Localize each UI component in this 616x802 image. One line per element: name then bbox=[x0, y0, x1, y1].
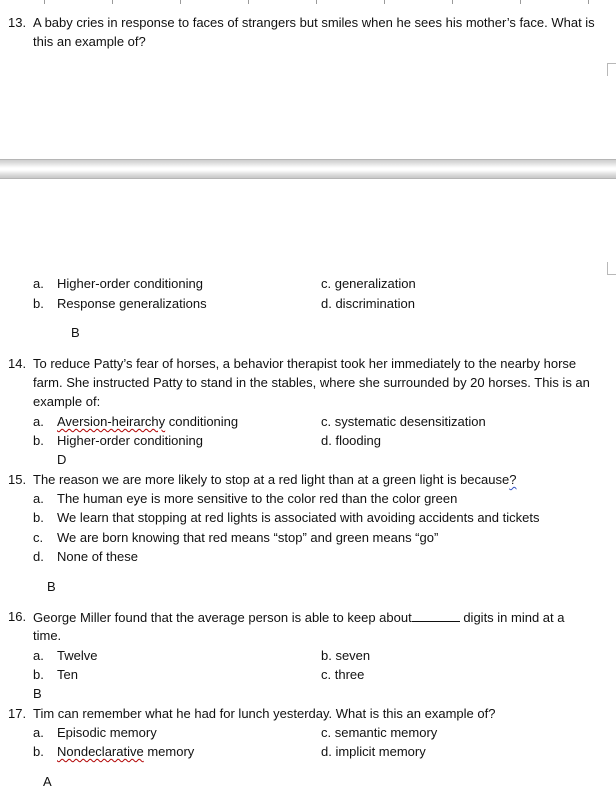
question-number: 14. bbox=[8, 356, 27, 371]
option-a: Episodic memory bbox=[57, 725, 157, 740]
answer: B bbox=[33, 686, 42, 701]
question-text: example of: bbox=[33, 394, 101, 409]
question-number: 13. bbox=[8, 15, 27, 30]
question-text-main: The reason we are more likely to stop at a red light than at a green light is because bbox=[33, 472, 510, 487]
option-b: Response generalizations bbox=[57, 296, 207, 311]
option-c: We are born knowing that red means “stop” and green means “go” bbox=[57, 530, 439, 545]
answer: D bbox=[57, 452, 67, 467]
option-b bbox=[57, 744, 194, 760]
ruler-tick bbox=[44, 0, 45, 4]
spelling-error-word: Nondeclarative bbox=[57, 744, 144, 759]
option-d: d. discrimination bbox=[321, 296, 415, 311]
page-break bbox=[0, 159, 616, 179]
ruler-tick bbox=[384, 0, 385, 4]
ruler-tick bbox=[180, 0, 181, 4]
option-a: Twelve bbox=[57, 648, 98, 663]
option-c: c. semantic memory bbox=[321, 725, 438, 740]
question-text-end: digits in mind at a bbox=[463, 610, 565, 625]
ruler-tick bbox=[452, 0, 453, 4]
option-a-rest: conditioning bbox=[165, 414, 239, 429]
option-d: c. three bbox=[321, 667, 365, 682]
margin-corner-mark bbox=[607, 262, 616, 275]
option-letter: a. bbox=[33, 491, 44, 506]
option-c: c. systematic desensitization bbox=[321, 414, 486, 429]
option-a: Higher-order conditioning bbox=[57, 276, 203, 291]
option-b: Higher-order conditioning bbox=[57, 433, 203, 448]
question-number: 16. bbox=[8, 609, 27, 624]
option-letter: b. bbox=[33, 744, 44, 759]
option-b-rest: memory bbox=[143, 744, 195, 759]
ruler-tick bbox=[316, 0, 317, 4]
option-d: d. flooding bbox=[321, 433, 381, 448]
question-text bbox=[33, 472, 516, 488]
option-b: Ten bbox=[57, 667, 78, 682]
margin-corner-mark bbox=[607, 63, 616, 76]
option-d: None of these bbox=[57, 549, 138, 564]
option-letter: c. bbox=[33, 530, 44, 545]
option-letter: b. bbox=[33, 296, 44, 311]
question-text: To reduce Patty’s fear of horses, a behavior therapist took her immediately to the nearby horse bbox=[33, 356, 577, 371]
option-letter: a. bbox=[33, 725, 44, 740]
option-c: b. seven bbox=[321, 648, 371, 663]
option-letter: d. bbox=[33, 549, 44, 564]
page-edge bbox=[0, 178, 616, 179]
question-text: Tim can remember what he had for lunch yesterday. What is this an example of? bbox=[33, 706, 496, 721]
spelling-error-word: Aversion-heirarchy bbox=[57, 414, 166, 429]
page-ruler bbox=[0, 0, 616, 8]
question-text: this an example of? bbox=[33, 34, 146, 49]
fill-in-blank bbox=[412, 609, 460, 622]
question-number: 15. bbox=[8, 472, 27, 487]
answer: A bbox=[43, 774, 52, 789]
option-letter: b. bbox=[33, 510, 44, 525]
question-text: A baby cries in response to faces of strangers but smiles when he sees his mother’s face. What is bbox=[33, 15, 595, 30]
option-a: The human eye is more sensitive to the color red than the color green bbox=[57, 491, 458, 506]
option-letter: b. bbox=[33, 667, 44, 682]
option-c: c. generalization bbox=[321, 276, 416, 291]
option-letter: b. bbox=[33, 433, 44, 448]
ruler-tick bbox=[248, 0, 249, 4]
option-letter: a. bbox=[33, 648, 44, 663]
ruler-tick bbox=[588, 0, 589, 4]
ruler-tick bbox=[112, 0, 113, 4]
answer: B bbox=[71, 325, 80, 340]
question-text-main: George Miller found that the average person is able to keep about bbox=[33, 610, 412, 625]
option-a bbox=[57, 414, 238, 430]
option-letter: a. bbox=[33, 276, 44, 291]
question-text: farm. She instructed Patty to stand in the stables, where she surrounded by 20 horses. This is an bbox=[33, 375, 590, 390]
answer: B bbox=[47, 579, 56, 594]
question-number: 17. bbox=[8, 706, 27, 721]
question-text bbox=[33, 609, 565, 626]
option-letter: a. bbox=[33, 414, 44, 429]
option-b: We learn that stopping at red lights is associated with avoiding accidents and tickets bbox=[57, 510, 540, 525]
page-edge bbox=[0, 159, 616, 160]
question-text: time. bbox=[33, 628, 62, 643]
option-d: d. implicit memory bbox=[321, 744, 426, 759]
grammar-mark: ? bbox=[509, 472, 517, 487]
ruler-tick bbox=[520, 0, 521, 4]
